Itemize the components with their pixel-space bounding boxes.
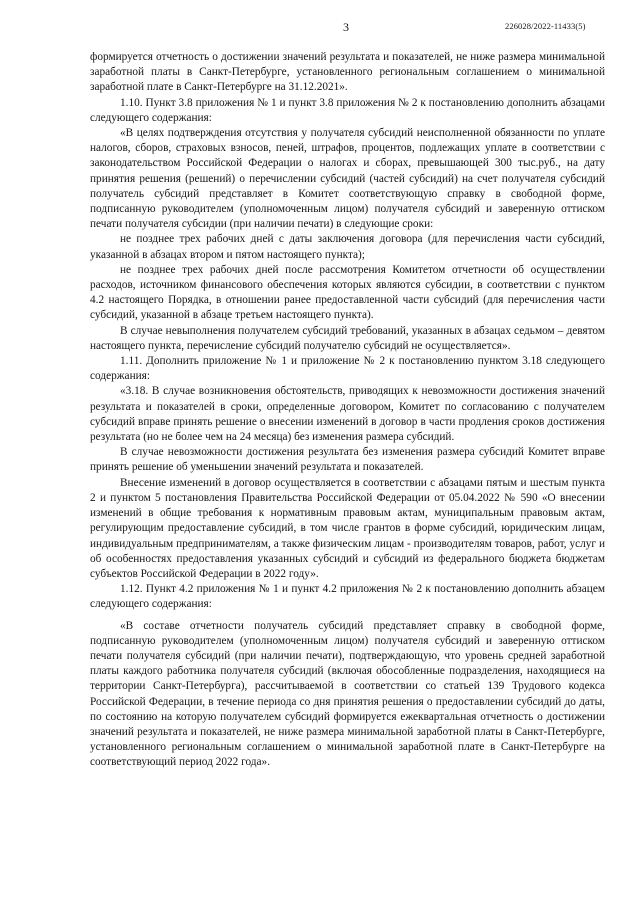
paragraph-amendments: Внесение изменений в договор осуществляется в соответствии с абзацами пятым и шестым пункта 2 и пунктом 5 постановления Правительства Российской Федерации от 05.04.2022 № 590 «О внесении изменений в общие требования к нормативным правовым актам, муниципальным правовым актам, регулирующим предоставление субсидий, в том числе грантов в форме субсидий, юридическим лицам, индивидуальным предпринимателям, а также физическим лицам - производителям товаров, работ, услуг и об особенностях предоставления указанных субсидий и субсидий из федерального бюджета бюджетам субъектов Российской Федерации в 2022 году». xyxy=(90,476,605,580)
paragraph-quote-4-2: «В составе отчетности получатель субсидий представляет справку в свободной форме, подписанную руководителем (уполномоченным лицом) получателя субсидий и заверенную оттиском печати получателя субсидий (при наличии печати), подтверждающую, что уровень средней заработной платы каждого работника получателя субсидий (включая обособленные подразделения, находящиеся на территории Санкт-Петербурга), рассчитываемой в соответствии со статьей 139 Трудового кодекса Российской Федерации, в течение периода со дня принятия решения о предоставлении субсидий до даты, по состоянию на которую получателем субсидий формируется ежеквартальная отчетность о достижении значений результата и показателей, не ниже размера минимальной заработной платы в Санкт-Петербурге, установленного региональным соглашением о минимальной заработной плате в Санкт-Петербурге на соответствующий период 2022 года». xyxy=(90,619,605,769)
paragraph-continuation: формируется отчетность о достижении значений результата и показателей, не ниже размера минимальной заработной платы в Санкт-Петербурге, установленного региональным соглашением о минимальной заработной плате в Санкт-Петербурге на 31.12.2021». xyxy=(90,51,605,94)
paragraph-quote-3-8-intro: «В целях подтверждения отсутствия у получателя субсидий неисполненной обязанности по уплате налогов, сборов, страховых взносов, пеней, штрафов, процентов, подлежащих уплате в соответствии с законодательством Российской Федерации о налогах и сборах, превышающей 300 тыс.руб., на дату принятия решения (решений) о перечислении субсидий (частей субсидий) на счет получателя субсидий получатель субсидий представляет в Комитет соответствующую справку в свободной форме, подписанную руководителем (уполномоченным лицом) получателя субсидий и заверенную оттиском печати получателя субсидии (при наличии печати) в следующие сроки: xyxy=(90,127,605,231)
document-body xyxy=(90,50,605,771)
paragraph-non-fulfillment: В случае невыполнения получателем субсидий требований, указанных в абзацах седьмом – девятом настоящего пункта, перечисление субсидий получателю субсидий не осуществляется». xyxy=(90,324,605,352)
paragraph-quote-3-18: «3.18. В случае возникновения обстоятельств, приводящих к невозможности достижения значений результата и показателей в сроки, определенные договором, Комитет по согласованию с получателем субсидий вправе принять решение о внесении изменений в договор в части продления сроков достижения результата (но не более чем на 24 месяца) без изменения размера субсидий. xyxy=(90,385,605,444)
document-id: 226028/2022-11433(5) xyxy=(505,21,586,31)
paragraph-deadline-1: не позднее трех рабочих дней с даты заключения договора (для перечисления части субсидий, указанной в абзацах втором и пятом настоящего пункта); xyxy=(90,233,605,261)
paragraph-impossibility: В случае невозможности достижения результата без изменения размера субсидий Комитет вправе принять решение об уменьшении значений результата и показателей. xyxy=(90,446,605,474)
page-number: 3 xyxy=(343,20,349,34)
paragraph-item-1-11: 1.11. Дополнить приложение № 1 и приложение № 2 к постановлению пунктом 3.18 следующего содержания: xyxy=(90,355,605,383)
paragraph-item-1-12: 1.12. Пункт 4.2 приложения № 1 и пункт 4.2 приложения № 2 к постановлению дополнить абзацем следующего содержания: xyxy=(90,583,605,611)
paragraph-deadline-2: не позднее трех рабочих дней после рассмотрения Комитетом отчетности об осуществлении расходов, источником финансового обеспечения которых являются субсидии, в соответствии с пунктом 4.2 настоящего Порядка, в отношении ранее предоставленной части субсидий (для перечисления части субсидий, указанной в абзаце третьем настоящего пункта). xyxy=(90,263,605,322)
paragraph-item-1-10: 1.10. Пункт 3.8 приложения № 1 и пункт 3.8 приложения № 2 к постановлению дополнить абзацами следующего содержания: xyxy=(90,96,605,124)
